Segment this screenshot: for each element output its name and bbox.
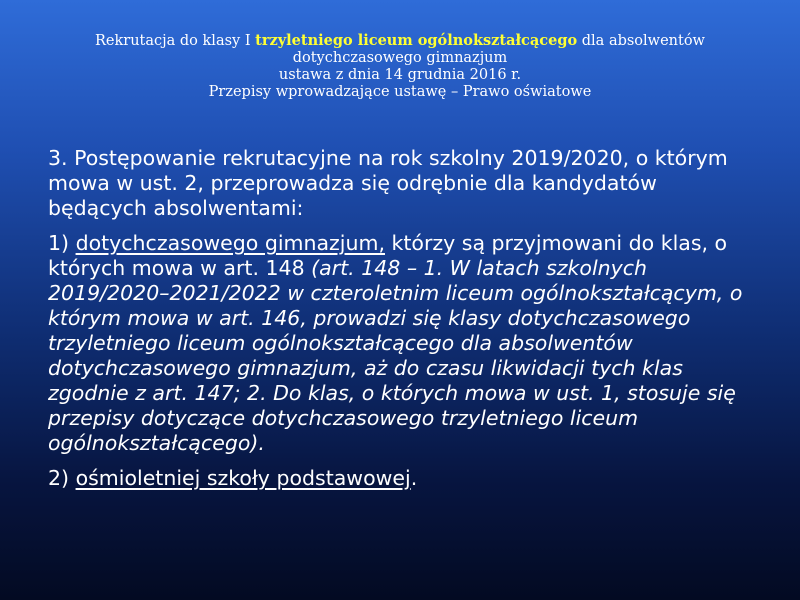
paragraph-intro: 3. Postępowanie rekrutacyjne na rok szkolny 2019/2020, o którym mowa w ust. 2, przeprowadza się odrębnie dla kandydatów będących absolwentami: [48,146,728,220]
point-2-number: 2) [48,466,76,490]
title-highlight: trzyletniego liceum ogólnokształcącego [255,32,578,49]
paragraph-point-1 [48,231,758,456]
title-line-2: dotychczasowego gimnazjum [292,50,508,66]
title-suffix: dla absolwentów [577,33,705,49]
point-1-text: którzy są przyjmowani do klas, o których mowa w art. 148 [48,231,728,280]
slide-title [40,32,760,101]
title-line-4: Przepisy wprowadzające ustawę – Prawo oświatowe [208,84,592,100]
point-2-suffix: . [410,466,418,490]
title-line-3: ustawa z dnia 14 grudnia 2016 r. [278,67,522,83]
title-prefix: Rekrutacja do klasy I [95,33,256,49]
point-1-number: 1) [48,231,76,255]
point-1-underlined: dotychczasowego gimnazjum, [75,231,385,255]
point-2-underlined: ośmioletniej szkoły podstawowej [75,466,411,490]
paragraph-point-2 [48,466,758,491]
point-1-italic: (art. 148 – 1. W latach szkolnych 2019/2020–2021/2022 w czteroletnim liceum ogólnokształcącym, o którym mowa w art. 146, prowadzi się klasy dotychczasowego trzyletniego liceum ogólnokształcącego dla absolwentów dotychczasowego gimnazjum, aż do czasu likwidacji tych klas zgodnie z art. 147; 2. Do klas, o których mowa w ust. 1, stosuje się przepisy dotyczące dotychczasowego trzyletniego liceum ogólnokształcącego). [48,256,743,455]
slide-body [48,146,758,501]
title-line-1 [40,32,760,50]
